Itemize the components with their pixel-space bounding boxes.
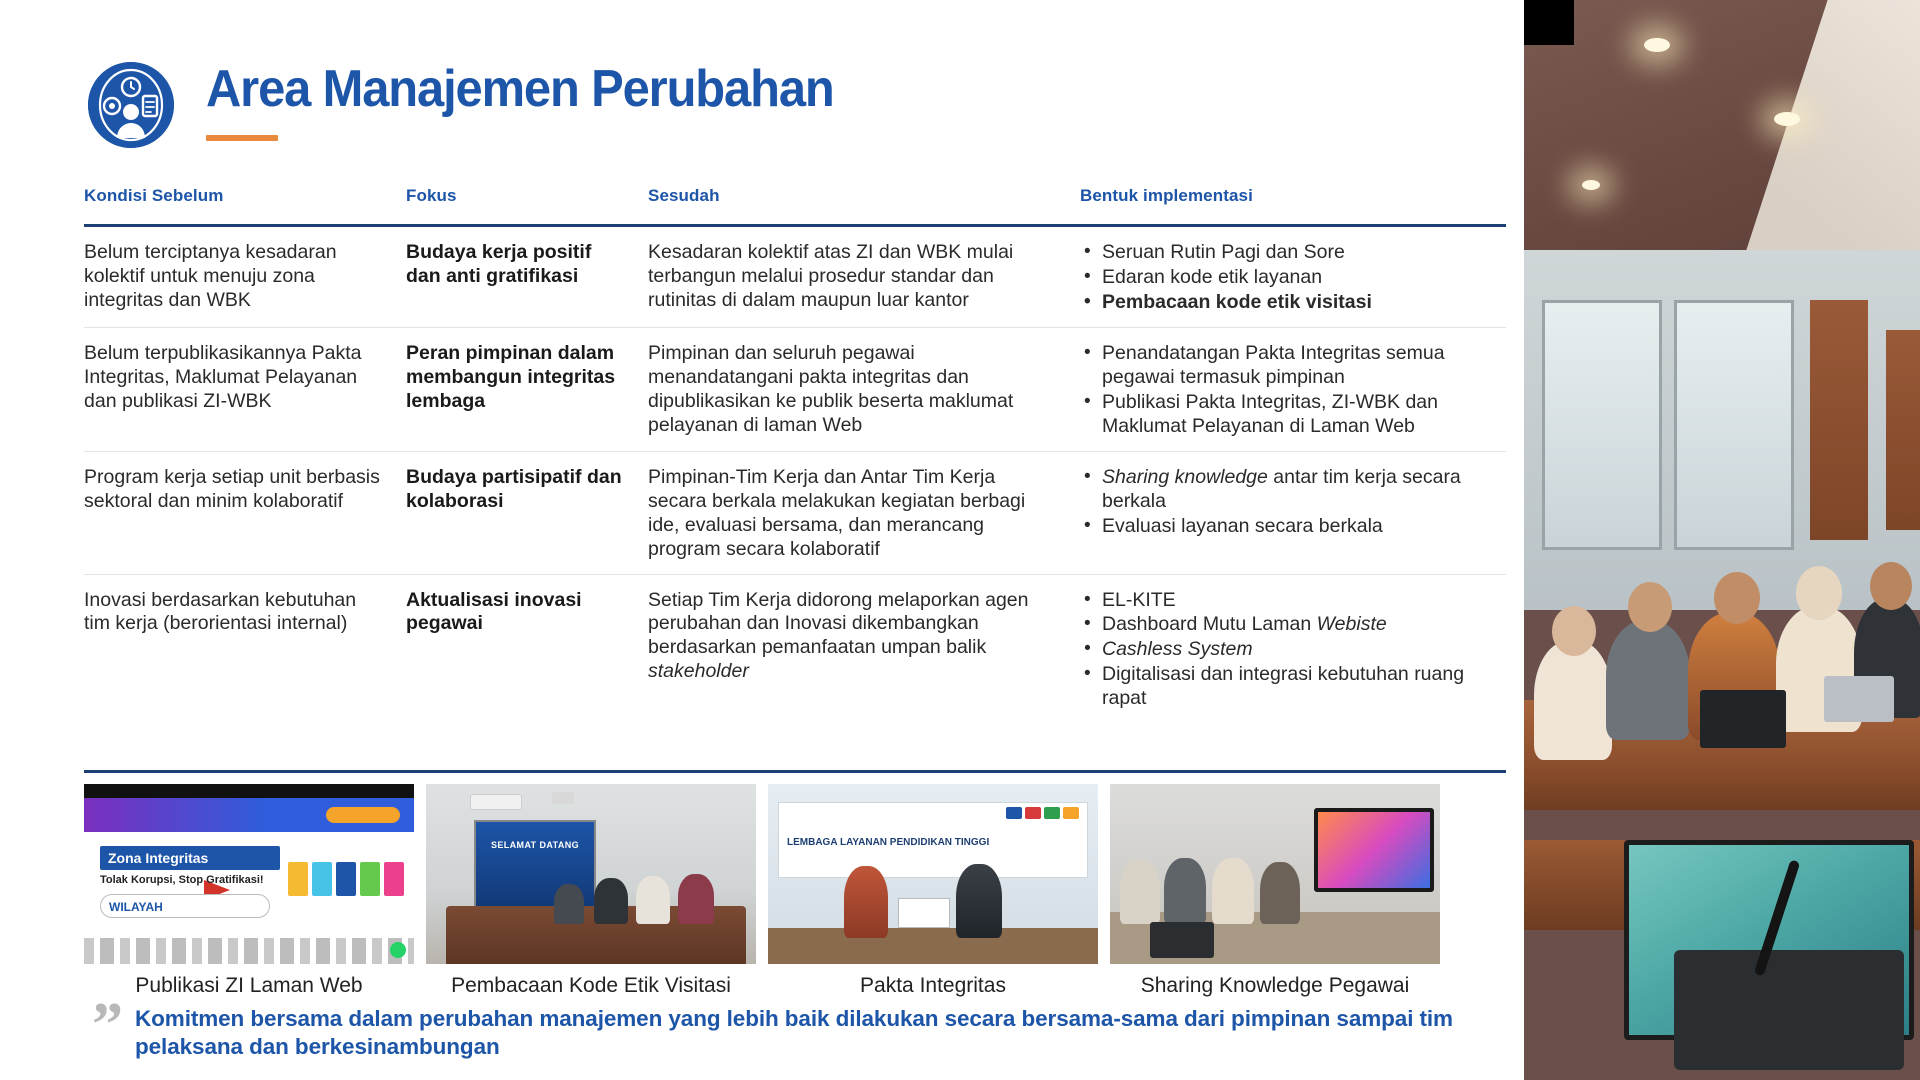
monitor-screen (1314, 808, 1434, 892)
air-conditioner (470, 794, 522, 810)
photo-person (678, 874, 714, 924)
whatsapp-icon (390, 942, 406, 958)
table-header-row (84, 186, 1506, 224)
column-header-sesudah: Sesudah (648, 186, 720, 205)
cell-fokus: Peran pimpinan dalam membangun integritas lembaga (406, 342, 616, 412)
list-item (1080, 613, 1484, 637)
table-row (84, 227, 1506, 328)
photo-laptop (1674, 950, 1904, 1070)
wilayah-text: WILAYAH (109, 900, 163, 914)
bar-chart-thumbnail (288, 862, 404, 896)
header (88, 62, 874, 148)
photo-person (554, 884, 584, 924)
cell-implementasi (1080, 589, 1506, 712)
photo-laptop (1150, 922, 1214, 958)
photo-person (1606, 620, 1690, 740)
photo-person-head (1714, 572, 1760, 624)
photo-person-head (1628, 582, 1672, 632)
banner-text: Zona Integritas (108, 850, 209, 866)
photo-person (1534, 640, 1612, 760)
list-item-italic-tail: Webiste (1316, 613, 1387, 636)
table-bottom-divider (84, 770, 1506, 773)
photo-person (956, 864, 1002, 938)
photo-laptop (1824, 676, 1894, 722)
cell-fokus: Budaya kerja positif dan anti gratifikasi (406, 241, 592, 287)
table-row (84, 328, 1506, 452)
closing-quote (92, 991, 1512, 1061)
website-cta-button (326, 807, 400, 823)
list-item: • Evaluasi layanan secara berkala (1080, 515, 1484, 539)
column-header-bentuk-implementasi: Bentuk implementasi (1080, 186, 1253, 205)
projector (552, 792, 574, 804)
gallery-item (768, 784, 1098, 998)
photo-glass-panel (1674, 300, 1794, 550)
photo-person (1164, 858, 1206, 924)
cell-implementasi (1080, 241, 1506, 315)
table-row (84, 575, 1506, 724)
ceiling-lamp-icon (1774, 112, 1800, 126)
list-item: • Seruan Rutin Pagi dan Sore (1080, 241, 1484, 265)
banner-line-1: LEMBAGA LAYANAN PENDIDIKAN TINGGI (787, 837, 990, 848)
cell-sesudah-text: Setiap Tim Kerja didorong melaporkan agen perubahan dan Inovasi dikembangkan berdasarkan pemanfaatan umpan balik (648, 588, 1029, 659)
photo-glass-panel (1542, 300, 1662, 550)
gallery-item (426, 784, 756, 998)
cell-fokus: Aktualisasi inovasi pegawai (406, 588, 582, 635)
cell-sesudah: Kesadaran kolektif atas ZI dan WBK mulai terbangun melalui prosedur standar dan rutinitas di dalam maupun luar kantor (648, 241, 1014, 311)
cell-sesudah: Pimpinan-Tim Kerja dan Antar Tim Kerja secara berkala melakukan kegiatan berbagi ide, evaluasi bersama, dan merancang program secara kolaboratif (648, 466, 1026, 560)
pakta-integritas-photo (768, 784, 1098, 964)
photo-person-head (1796, 566, 1842, 620)
gallery-caption: Sharing Knowledge Pegawai (1140, 974, 1410, 997)
photo-gallery (84, 784, 1440, 998)
event-banner (778, 802, 1088, 878)
gallery-caption: Publikasi ZI Laman Web (135, 974, 363, 997)
cell-sesudah (648, 589, 1080, 712)
ceiling-lamp-icon (1644, 38, 1670, 52)
list-item (1080, 466, 1484, 514)
cell-kondisi-sebelum: Inovasi berdasarkan kebutuhan tim kerja (berorientasi internal) (84, 588, 357, 635)
cell-kondisi-sebelum: Belum terpublikasikannya Pakta Integritas, Maklumat Pelayanan dan publikasi ZI-WBK (84, 342, 362, 412)
list-item-tail: antar tim kerja secara berkala (1102, 466, 1461, 513)
document-prop (898, 898, 950, 928)
photo-person (1120, 860, 1160, 924)
photo-person (844, 866, 888, 938)
banner-logos (1006, 807, 1079, 819)
sharing-knowledge-photo (1110, 784, 1440, 964)
screen-text: SELAMAT DATANG (490, 840, 580, 850)
right-photo (1524, 0, 1920, 1080)
gallery-caption: Pakta Integritas (860, 974, 1006, 997)
quote-line-1: Komitmen bersama dalam perubahan manajemen yang lebih baik dilakukan secara bersama-sama dari pimpinan (135, 1006, 1331, 1031)
zona-integritas-banner (100, 846, 280, 870)
cell-sesudah: Pimpinan dan seluruh pegawai menandatangani pakta integritas dan dipublikasikan ke publik beserta maklumat pelayanan di laman Web (648, 342, 1014, 436)
photo-door (1886, 330, 1920, 530)
list-item: • Pembacaan kode etik visitasi (1080, 291, 1484, 315)
black-overlay-box (1524, 0, 1574, 45)
photo-door (1810, 300, 1868, 540)
photo-person-head (1552, 606, 1596, 656)
list-item: • Cashless System (1080, 638, 1484, 662)
banner-tagline: Tolak Korupsi, Stop Gratifikasi! (100, 874, 264, 886)
comparison-table (84, 186, 1506, 724)
photo-person-head (1870, 562, 1912, 610)
gallery-item (84, 784, 414, 998)
gallery-item (1110, 784, 1440, 998)
quote-line-2: sampai tim pelaksana dan berkesinambungan (135, 1006, 1453, 1060)
list-item-italic-lead: Sharing knowledge (1102, 466, 1268, 489)
photo-person (636, 876, 670, 924)
list-item: • Publikasi Pakta Integritas, ZI-WBK dan Maklumat Pelayanan di Laman Web (1080, 391, 1484, 439)
photo-laptop (1700, 690, 1786, 748)
list-item: • EL-KITE (1080, 589, 1484, 613)
list-item-text: Dashboard Mutu Laman (1102, 613, 1317, 636)
website-zona-integritas-screenshot (84, 784, 414, 964)
list-item: • Digitalisasi dan integrasi kebutuhan ruang rapat (1080, 663, 1484, 711)
ceiling-lamp-icon (1582, 180, 1600, 190)
photo-person (1260, 862, 1300, 924)
wilayah-badge (100, 894, 270, 918)
column-header-fokus: Fokus (406, 186, 457, 205)
table-row (84, 452, 1506, 574)
list-item: • Penandatangan Pakta Integritas semua pegawai termasuk pimpinan (1080, 342, 1484, 390)
change-management-icon (88, 62, 174, 148)
page-title: Area Manajemen Perubahan (206, 60, 834, 118)
title-underline (206, 135, 278, 141)
meeting-room-photo (426, 784, 756, 964)
gallery-caption: Pembacaan Kode Etik Visitasi (451, 974, 731, 997)
photo-person (1212, 858, 1254, 924)
cell-sesudah-italic: stakeholder (648, 659, 749, 682)
photo-person (594, 878, 628, 924)
quote-text (135, 1005, 1512, 1061)
meeting-table (768, 928, 1098, 964)
column-header-kondisi-sebelum: Kondisi Sebelum (84, 186, 224, 205)
cell-fokus: Budaya partisipatif dan kolaborasi (406, 466, 622, 513)
cell-kondisi-sebelum: Program kerja setiap unit berbasis sektoral dan minim kolaboratif (84, 466, 380, 513)
cell-kondisi-sebelum: Belum terciptanya kesadaran kolektif untuk menuju zona integritas dan WBK (84, 241, 337, 311)
cell-implementasi (1080, 342, 1506, 439)
cell-implementasi (1080, 466, 1506, 561)
list-item: • Edaran kode etik layanan (1080, 266, 1484, 290)
quote-mark-icon: ” (92, 991, 123, 1059)
